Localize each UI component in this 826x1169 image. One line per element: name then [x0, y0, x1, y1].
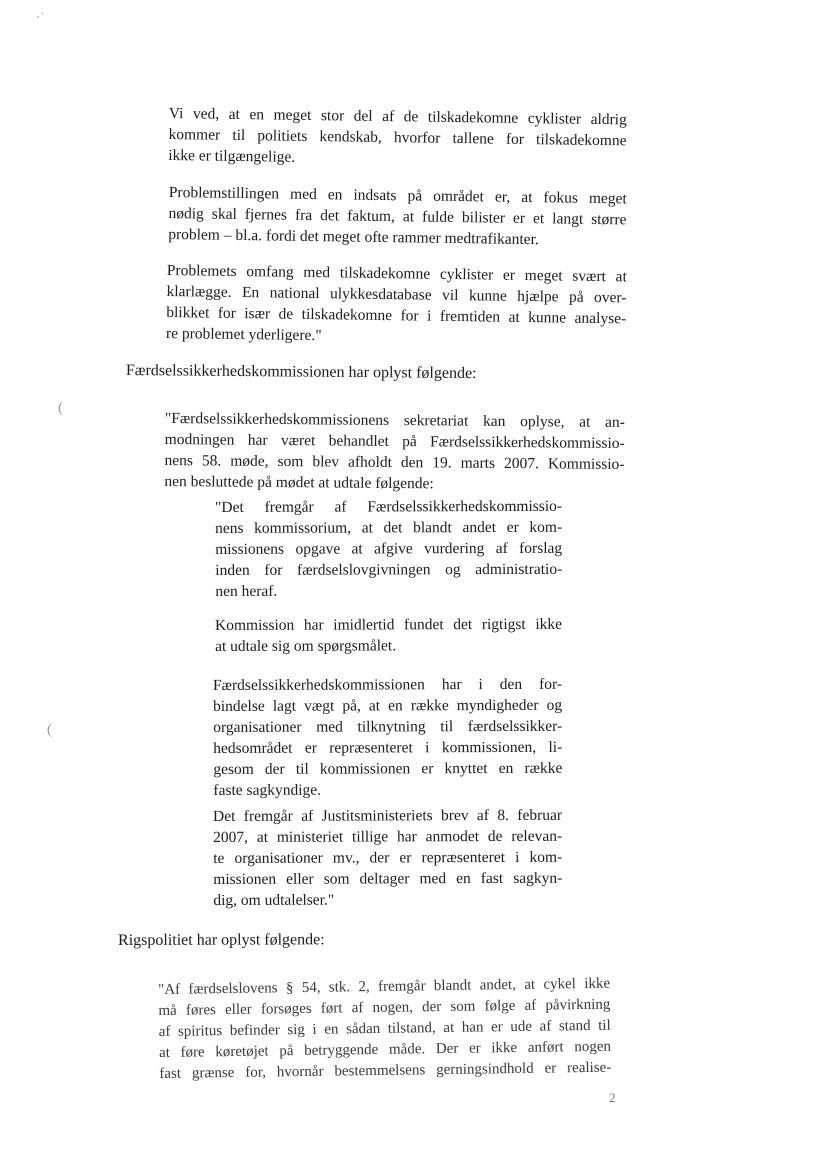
- text-line: bindelse lagt vægt på, at en række myndigheder og: [213, 696, 563, 715]
- text-line: 2007, at ministeriet tillige har anmodet de relevan-: [213, 827, 563, 846]
- paragraph: [166, 260, 627, 350]
- margin-mark: (: [58, 400, 63, 416]
- quoted-paragraph: [213, 674, 562, 801]
- text-line: Problemstillingen med en indsats på området er, at fokus meget: [168, 183, 627, 208]
- quoted-paragraph: [215, 496, 562, 602]
- text-line: "Det fremgår af Færdselssikkerhedskommissio-: [215, 497, 563, 516]
- text-line: gesom der til kommissionen er knyttet en række: [213, 759, 563, 778]
- text-line: at føre køretøjet på betryggende måde. Der er ikke anført nogen: [158, 1038, 612, 1061]
- text-line: nens kommissorium, at det blandt andet er kom-: [215, 518, 563, 537]
- text-line: må føres eller forsøges ført af nogen, der som følge af påvirkning: [158, 996, 611, 1019]
- text-line: Problemets omfang med tilskadekomne cyklister er meget svært at: [166, 261, 627, 286]
- text-line: kommer til politiets kendskab, hvorfor tallene for tilskadekomne: [168, 125, 627, 150]
- text-line: ikke er tilgængelige.: [168, 146, 296, 166]
- scan-speck: ·˙: [36, 9, 45, 24]
- section-lead: Færdselssikkerhedskommissionen har oplyst følgende:: [125, 361, 477, 383]
- text-line: nødig skal fjernes fra det faktum, at fulde bilister er et langt større: [168, 204, 627, 229]
- margin-mark: (: [47, 722, 52, 738]
- text-line: problem – bl.a. fordi det meget ofte rammer medtrafikanter.: [168, 225, 539, 249]
- paragraph: [168, 103, 627, 172]
- text-line: nen besluttede på mødet at udtale følgende:: [164, 472, 434, 493]
- section-lead: Rigspolitiet har oplyst følgende:: [118, 931, 325, 949]
- quoted-paragraph: [215, 614, 562, 657]
- text-line: nen heraf.: [215, 582, 278, 600]
- text-line: af spiritus befinder sig i en sådan tilstand, at han er ude af stand til: [158, 1017, 611, 1040]
- text-line: Vi ved, at en meget stor del af de tilskadekomne cyklister aldrig: [168, 104, 627, 129]
- text-line: nens 58. møde, som blev afholdt den 19. marts 2007. Kommissio-: [164, 451, 625, 474]
- quoted-paragraph: [213, 805, 562, 911]
- text-line: missionens opgave at afgive vurdering af forslag: [215, 539, 563, 558]
- text-line: "Færdselssikkerhedskommissionens sekretariat kan oplyse, at an-: [164, 409, 625, 432]
- text-line: hedsområdet er repræsenteret i kommissionen, li-: [213, 738, 563, 757]
- text-line: dig, om udtalelser.": [213, 891, 335, 909]
- text-line: blikket for især de tilskadekomne for i fremtiden at kunne analyse-: [166, 303, 627, 328]
- text-line: Det fremgår af Justitsministeriets brev af 8. februar: [213, 806, 563, 825]
- paragraph: [168, 182, 627, 251]
- quoted-paragraph: [158, 974, 611, 1085]
- text-line: organisationer med tilknytning til færdselssikker-: [213, 717, 563, 736]
- text-line: re problemet yderligere.": [165, 324, 322, 345]
- text-line: inden for færdselslovgivningen og administratio-: [215, 560, 563, 579]
- paragraph: [164, 408, 625, 496]
- text-line: te organisationer mv., der er repræsenteret i kom-: [213, 848, 563, 867]
- text-line: Kommission har imidlertid fundet det rigtigst ikke: [215, 615, 563, 634]
- text-line: modningen har været behandlet på Færdselssikkerhedskommissio-: [164, 430, 625, 453]
- text-line: fast grænse for, hvornår bestemmelsens gerningsindhold er realise-: [159, 1059, 612, 1082]
- text-line: at udtale sig om spørgsmålet.: [215, 637, 397, 655]
- page-number: 2: [609, 1090, 616, 1105]
- text-line: Færdselssikkerhedskommissionen har i den for-: [213, 675, 563, 694]
- text-line: klarlægge. En national ulykkesdatabase vil kunne hjælpe på over-: [166, 282, 627, 307]
- text-line: missionen eller som deltager med en fast sagkyn-: [213, 869, 563, 888]
- text-line: faste sagkyndige.: [213, 781, 322, 799]
- text-line: "Af færdselslovens § 54, stk. 2, fremgår blandt andet, at cykel ikke: [158, 975, 611, 998]
